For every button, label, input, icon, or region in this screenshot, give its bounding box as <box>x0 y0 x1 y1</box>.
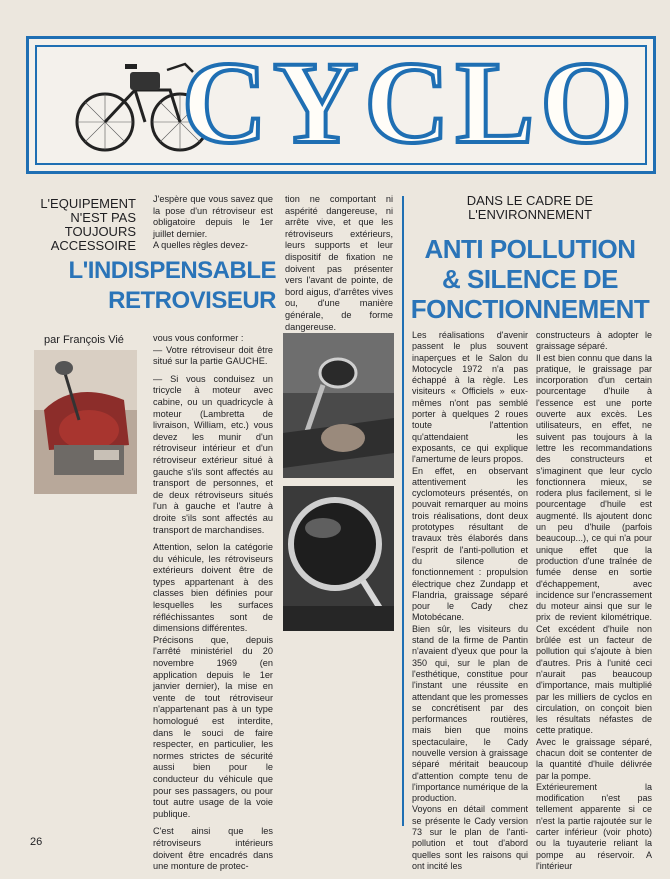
left-article-column-top-1: J'espère que vous savez que la pose d'un rétroviseur est obligatoire depuis le 1er juillet dernier. A quelles règles devez- <box>153 194 273 251</box>
headline-line: RETROVISEUR <box>108 287 276 314</box>
page-number: 26 <box>30 836 43 848</box>
headline-line: FONCTIONNEMENT <box>410 294 650 324</box>
magazine-section-title: CYCLO <box>181 37 639 168</box>
column-divider <box>402 196 404 826</box>
article-headline <box>26 256 276 316</box>
left-article-column-bottom <box>153 333 273 879</box>
article-kicker: L'EQUIPEMENT N'EST PAS TOUJOURS ACCESSOIRE <box>40 196 136 253</box>
article-kicker: DANS LE CADRE DE L'ENVIRONNEMENT <box>466 193 594 222</box>
article-headline <box>410 234 650 324</box>
headline-line: L'INDISPENSABLE <box>68 257 276 284</box>
paragraph: Attention, selon la catégorie du véhicule, les rétroviseurs extérieurs doivent être de types appartenant à des classes bien définies pour lesquelles les surfaces réfléchissantes sont de dimensions différentes. Précisons que, depuis l'arrêté ministériel du 20 novembre 1969 (en application depuis le 1er janvier dernier), la mise en vente de tout rétroviseur n'appartenant pas à un type homologué est interdite, dans le souci de faire respecter, en particulier, les normes strictes de sécurité aussi bien pour le conducteur du véhicule que pour ses passagers, ou pour tout autre usage de la voie publique. <box>153 542 273 819</box>
headline-line: ANTI POLLUTION <box>424 234 636 264</box>
byline: par François Vié <box>44 334 124 346</box>
left-article-column-top-2: tion ne comportant ni aspérité dangereuse, ni arrête vive, et que les rétroviseurs extérieurs, leurs supports et leur dispositif de fixation ne doivent pas présenter vers l'avant de pointe, de bord aigus, d'arrêtes vives ou, d'une manière générale, de forme dangereuse. <box>285 194 393 332</box>
paragraph: vous vous conformer : — Votre rétroviseur doit être situé sur la partie GAUCHE. <box>153 333 273 367</box>
headline-line: & SILENCE DE <box>441 264 619 294</box>
round-mirror-photo <box>283 486 394 631</box>
paragraph: — Si vous conduisez un tricycle à moteur avec cabine, ou un quadricycle à moteur (Lambretta de livraison, William, etc.) vous devez les munir d'un rétroviseur intérieur et d'un rétroviseur extérieur situé à gauche s'ils sont affectés au transport de personnes, et de deux rétroviseurs situés l'un à gauche et l'autre à droite s'ils sont affectés au transport de marchandises. <box>153 373 273 535</box>
paragraph: C'est ainsi que les rétroviseurs intérieurs doivent être encadrés dans une monture de protec- <box>153 826 273 872</box>
moped-mirror-photo <box>34 350 137 494</box>
right-article-column-2: constructeurs à adopter le graissage séparé. Il est bien connu que dans la pratique, le graissage par incorporation d'un certain pourcentage d'huile à l'essence est une porte ouverte aux excès. Les utilisateurs, en effet, ne suivent pas toujours à la lettre les recommandations des constructeurs et s'imaginent que leur cyclo fonctionnera mieux, se rodera plus facilement, si le pourcentage d'huile est augmenté. Ils ajoutent donc un peu d'huile (parfois beaucoup...), ce qui n'a pour unique effet que la production d'une traînée de fumée dense en sortie d'échappement, avec incidence sur l'encrassement du moteur ainsi que sur le prix de revient kilométrique. Cet excédent d'huile non brûlée est un facteur de pollution qui s'ajoute à bien d'autres. Pris à l'unité ceci n'aurait pas beaucoup d'importance, mais multiplié par les milliers de cyclos en circulation, on conçoit bien les résultats néfastes de cette pratique. Avec le graissage séparé, chacun doit se contenter de la quantité d'huile délivrée par la pompe. Extérieurement la modification n'est pas tellement apparente si ce n'est la partie rajoutée sur le carter inférieur (voir photo) ou la tuyauterie reliant la pompe au réservoir. A l'intérieur <box>536 330 652 871</box>
right-article-column-1: Les réalisations d'avenir passent le plus souvent inaperçues et le Salon du Motocycle 1972 n'a pas échappé à la règle. Les visiteurs « Officiels » eux-mêmes n'ont pas semblé porter à quelques 2 roues toute l'attention qu'attendaient les exposants, ce qui explique l'amertume de leurs propos. En effet, en observant attentivement les cyclomoteurs présentés, on pouvait remarquer au moins trois réalisations, dont deux prototypes résultant de travaux très élaborés dans l'esprit de l'anti-pollution et du silence de fonctionnement : propulsion électrique chez Zundapp et Flandria, graissage séparé pour le Cady chez Motobécane. Bien sûr, les visiteurs du stand de la firme de Pantin n'avaient d'yeux que pour la 350 qui, sur le plan de l'esthétique, constitue pour l'instant une réussite en attendant que les promesses se concrétisent par des performances routières, mais bien que moins spectaculaire, le Cady nouvelle version à graissage séparé méritait beaucoup d'attention compte tenu de l'importance numérique de la production. Voyons en détail comment se présente le Cady version 73 sur le plan de l'anti-pollution et tout d'abord quelles sont les raisons qui ont incité les <box>412 330 528 871</box>
handlebar-mirror-photo <box>283 333 394 478</box>
